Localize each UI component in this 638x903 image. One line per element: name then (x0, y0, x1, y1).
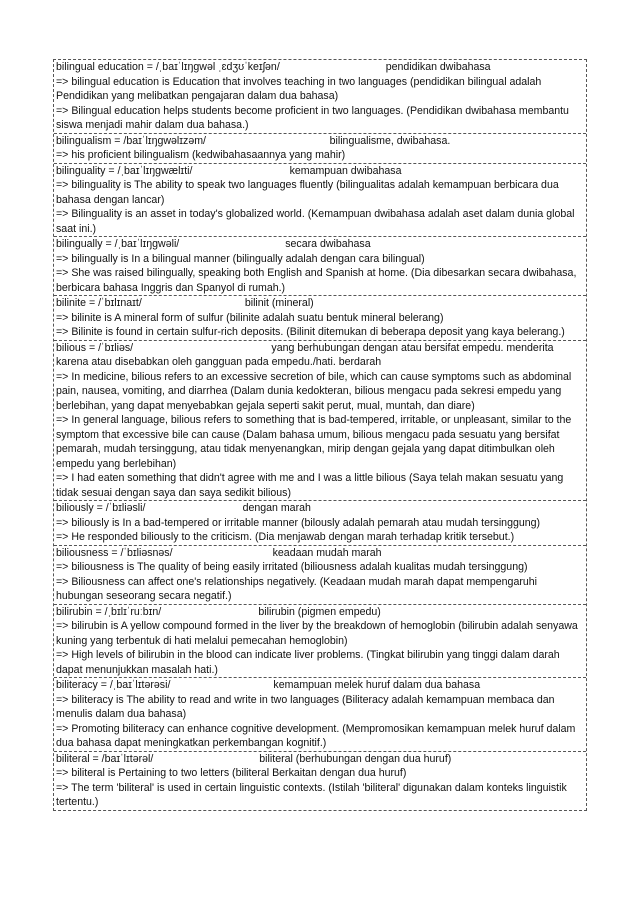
dictionary-entries (53, 59, 587, 811)
entry-definition-line: => Bilinite is found in certain sulfur-rich deposits. (Bilinit ditemukan di beberapa deposit yang kaya belerang.) (56, 326, 565, 338)
dictionary-entry (54, 545, 586, 604)
dictionary-entry (54, 236, 586, 295)
dictionary-entry (54, 604, 586, 678)
entry-definition-line: => In medicine, bilious refers to an excessive secretion of bile, which can cause symptoms such as abdominal pain, nausea, vomiting, and diarrhea (Dalam dunia kedokteran, bilious mengacu pada sekresi empedu yang berlebihan, yang dapat menyebabkan gejala seperti sakit perut, mual, muntah, dan diare) (56, 370, 572, 412)
dictionary-entry (54, 340, 586, 501)
dictionary-entry (54, 295, 586, 340)
entry-headword-line: bilinguality = /ˌbaɪˈlɪŋɡwælɪti/ kemampuan dwibahasa (56, 164, 402, 177)
entry-headword-line: biliteral = /baɪˈlɪtərəl/ biliteral (berhubungan dengan dua huruf) (56, 752, 452, 765)
entry-definition-line: => In general language, bilious refers to something that is bad-tempered, irritable, or unpleasant, similar to the symptom that excessive bile can cause (Dalam bahasa umum, bilious mengacu pada sesuatu yang bersifat pemarah, mudah tersinggung, atau tidak menyenangkan, mirip dengan gejala yang dapat ditimbulkan oleh empedu yang berlebihan) (56, 414, 572, 470)
entry-definition-line: => The term 'biliteral' is used in certain linguistic contexts. (Istilah 'biliteral' digunakan dalam konteks linguistik tertentu.) (56, 781, 567, 808)
entry-headword-line: bilinite = /ˈbɪlɪnaɪt/ bilinit (mineral) (56, 297, 314, 309)
entry-definition-line: => Biliousness can affect one's relationships negatively. (Keadaan mudah marah dapat mempengaruhi hubungan seseorang secara negatif.) (56, 575, 538, 602)
entry-definition-line: => He responded biliously to the criticism. (Dia menjawab dengan marah terhadap kritik tersebut.) (56, 531, 515, 543)
entry-definition-line: => Promoting biliteracy can enhance cognitive development. (Mempromosikan kemampuan melek huruf dalam dua bahasa dapat meningkatkan perkembangan kognitif.) (56, 722, 576, 749)
dictionary-entry (54, 751, 586, 810)
entry-definition-line: => Bilingual education helps students become proficient in two languages. (Pendidikan dwibahasa membantu siswa menjadi mahir dalam dua bahasa.) (56, 104, 569, 131)
entry-definition-line: => biliteral is Pertaining to two letters (biliteral Berkaitan dengan dua huruf) (56, 767, 407, 779)
entry-headword-line: bilious = /ˈbɪliəs/ yang berhubungan dengan atau bersifat empedu. menderita (56, 341, 554, 354)
entry-definition-line: => bilinguality is The ability to speak two languages fluently (bilingualitas adalah kemampuan berbicara dua bahasa dengan lancar) (56, 179, 559, 206)
entry-definition-line: => biliously is In a bad-tempered or irritable manner (bilously adalah pemarah atau mudah tersinggung) (56, 516, 541, 529)
entry-definition-line: => Bilinguality is an asset in today's globalized world. (Kemampuan dwibahasa adalah aset dalam dunia global saat ini.) (56, 208, 575, 235)
dictionary-entry (54, 163, 586, 237)
entry-headword-line: bilirubin = /ˌbɪlɪˈruːbɪn/ bilirubin (pigmen empedu) (56, 605, 381, 618)
entry-definition-line: => High levels of bilirubin in the blood can indicate liver problems. (Tingkat bilirubin yang tinggi dalam darah dapat menunjukkan masalah hati.) (56, 649, 560, 676)
entry-definition-line: => bilinite is A mineral form of sulfur (bilinite adalah suatu bentuk mineral belerang) (56, 311, 444, 324)
dictionary-entry (54, 133, 586, 163)
entry-headword-line: bilingual education = /ˌbaɪˈlɪŋɡwəl ˌɛdʒʊˈkeɪʃən/ pendidikan dwibahasa (56, 61, 491, 73)
entry-headword-line: bilingually = /ˌbaɪˈlɪŋɡwəli/ secara dwibahasa (56, 238, 371, 250)
entry-definition-line: => biliousness is The quality of being easily irritated (biliousness adalah kualitas mudah tersinggung) (56, 561, 528, 573)
entry-definition-line: => bilingual education is Education that involves teaching in two languages (pendidikan bilingual adalah Pendidikan yang melibatkan pengajaran dalam dua bahasa) (56, 75, 542, 102)
entry-definition-line: => bilirubin is A yellow compound formed in the liver by the breakdown of hemoglobin (bilirubin adalah senyawa kuning yang terbentuk di hati melalui pemecahan hemoglobin) (56, 620, 578, 647)
dictionary-entry (54, 500, 586, 545)
dictionary-entry (54, 60, 586, 133)
entry-definition-line: => biliteracy is The ability to read and write in two languages (Biliteracy adalah kemampuan membaca dan menulis dalam dua bahasa) (56, 693, 555, 720)
entry-definition-line: => I had eaten something that didn't agree with me and I was a little bilious (Saya telah makan sesuatu yang tidak sesuai dengan saya dan saya sedikit bilious) (56, 472, 564, 499)
entry-definition-line: karena atau disebabkan oleh gangguan pada empedu./hati. berdarah (56, 356, 382, 368)
entry-headword-line: biliousness = /ˈbɪliəsnəs/ keadaan mudah marah (56, 546, 382, 559)
entry-headword-line: biliously = /ˈbɪliəsli/ dengan marah (56, 502, 311, 514)
entry-definition-line: => She was raised bilingually, speaking both English and Spanish at home. (Dia dibesarkan secara dwibahasa, berbicara bahasa Inggris dan Spanyol di rumah.) (56, 267, 577, 294)
dictionary-entry (54, 677, 586, 751)
entry-headword-line: bilingualism = /baɪˈlɪŋɡwəlɪzəm/ bilingualisme, dwibahasa. (56, 134, 451, 147)
entry-headword-line: biliteracy = /ˌbaɪˈlɪtərəsi/ kemampuan melek huruf dalam dua bahasa (56, 679, 481, 691)
entry-definition-line: => bilingually is In a bilingual manner (bilingually adalah dengan cara bilingual) (56, 252, 425, 265)
entry-definition-line: => his proficient bilingualism (kedwibahasaannya yang mahir) (56, 149, 346, 161)
